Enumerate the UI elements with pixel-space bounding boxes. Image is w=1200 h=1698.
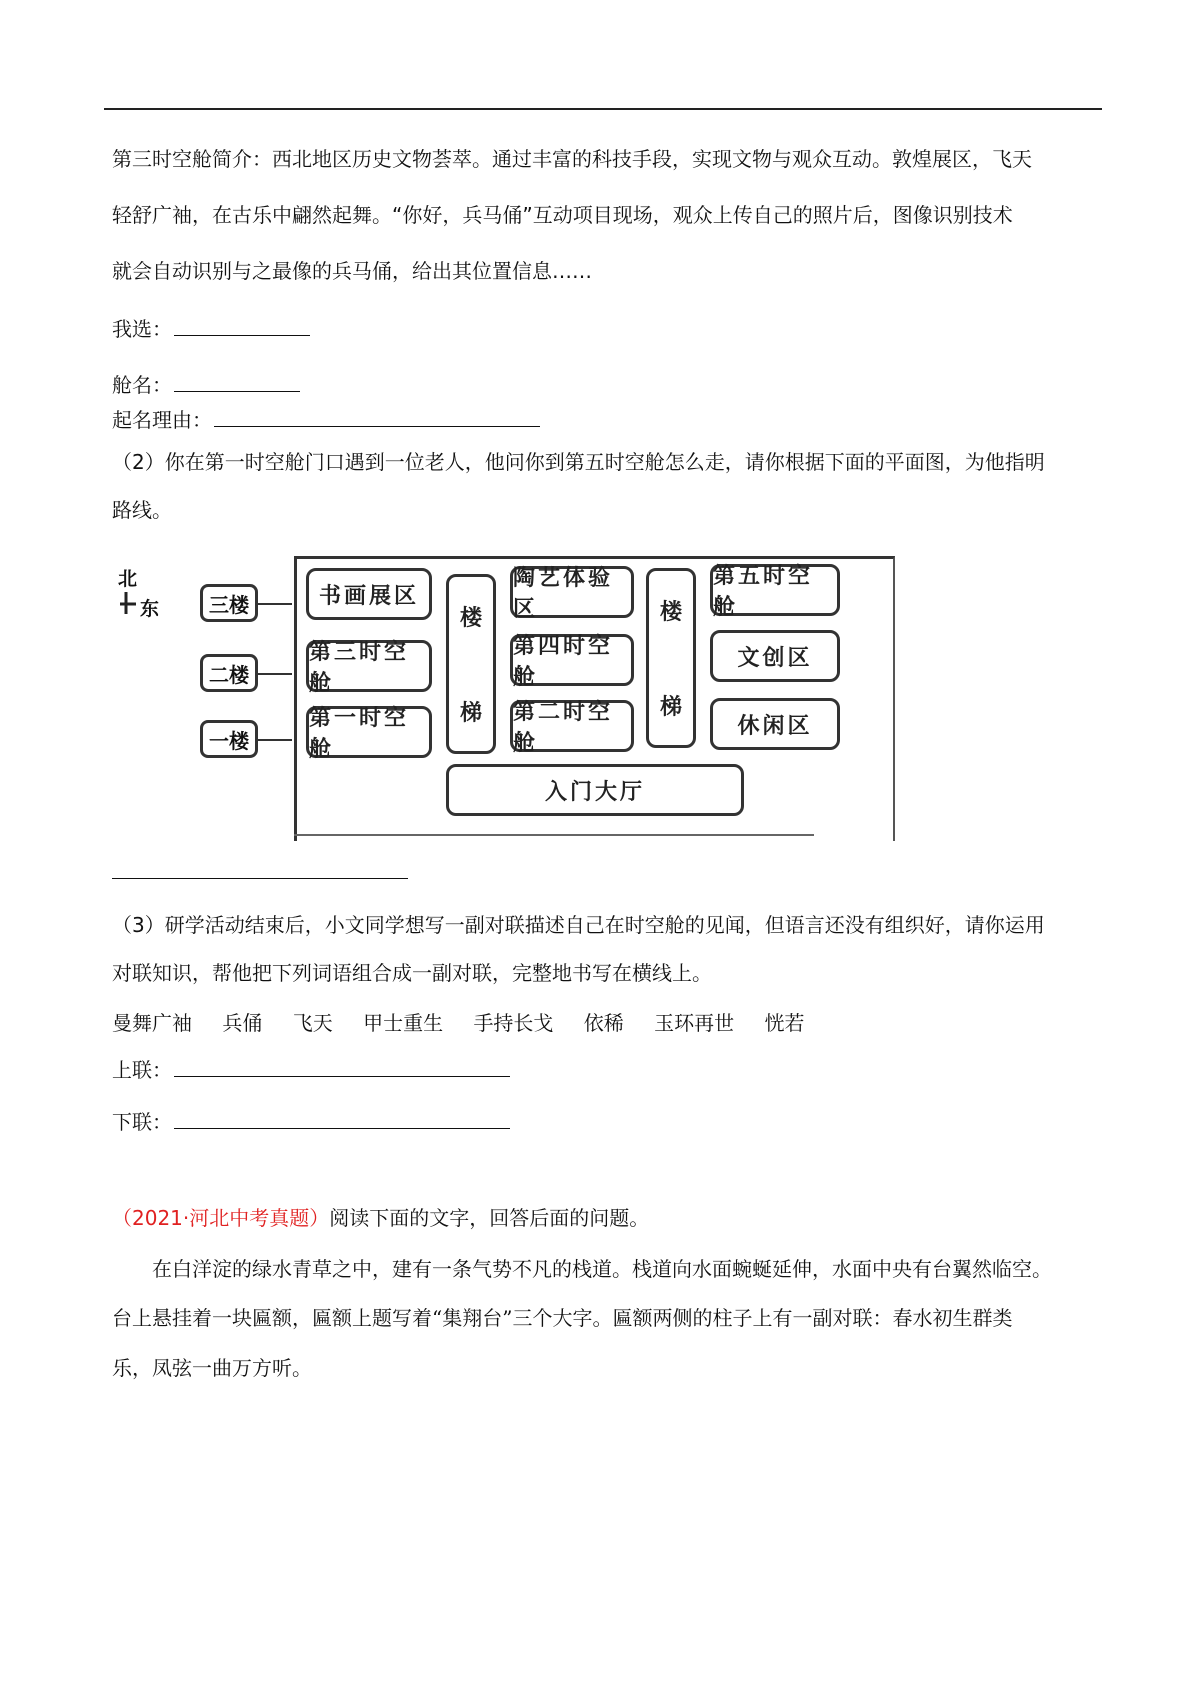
- word-item: 依稀: [583, 1011, 624, 1035]
- passage-line-3: 乐，凤弦一曲万方听。: [112, 1356, 312, 1380]
- stairs-right: [646, 568, 696, 748]
- source-tag: （2021·河北中考真题）: [112, 1206, 330, 1230]
- room-cabin-1: 第一时空舱: [306, 706, 432, 758]
- floor-label-3: 三楼: [200, 584, 258, 622]
- upper-couplet-label: 上联：: [112, 1058, 172, 1082]
- header-rule: [104, 108, 1102, 110]
- word-item: 兵俑: [222, 1011, 263, 1035]
- floor-arrow-1: [258, 739, 292, 741]
- reason-blank[interactable]: [214, 404, 540, 427]
- floor-arrow-3: [258, 603, 292, 605]
- word-list: [112, 1009, 805, 1037]
- word-item: 玉环再世: [654, 1011, 735, 1035]
- q2-line-2: 路线。: [112, 498, 172, 522]
- reason-label: 起名理由：: [112, 408, 212, 432]
- stairs-right-char-1: 楼: [659, 599, 682, 625]
- stairs-right-char-2: 梯: [659, 694, 682, 720]
- word-item: 甲士重生: [363, 1011, 444, 1035]
- choice-blank[interactable]: [174, 313, 310, 336]
- word-item: 手持长戈: [473, 1011, 554, 1035]
- compass-north: 北: [118, 568, 138, 590]
- room-cabin-4: 第四时空舱: [510, 634, 634, 686]
- lower-couplet-label: 下联：: [112, 1110, 172, 1134]
- room-calligraphy: 书画展区: [306, 568, 432, 620]
- choice-label: 我选：: [112, 317, 172, 341]
- intro-line-3: 就会自动识别与之最像的兵马俑，给出其位置信息……: [112, 259, 592, 283]
- lower-couplet-row: [112, 1106, 510, 1136]
- cabin-name-row: [112, 369, 300, 399]
- compass-cross-icon: [120, 592, 136, 614]
- floor-plan: [112, 548, 902, 838]
- room-pottery: 陶艺体验区: [510, 566, 634, 618]
- stairs-left-char-1: 楼: [459, 605, 482, 631]
- floor-label-1: 一楼: [200, 720, 258, 758]
- floor-label-2: 二楼: [200, 654, 258, 692]
- stairs-left-char-2: 梯: [459, 700, 482, 726]
- route-answer-row: [112, 856, 408, 886]
- cabin-name-label: 舱名：: [112, 373, 172, 397]
- word-item: 恍若: [764, 1011, 805, 1035]
- floor-arrow-2: [258, 673, 292, 675]
- room-creative: 文创区: [710, 630, 840, 682]
- reason-row: [112, 404, 540, 434]
- lower-couplet-blank[interactable]: [174, 1106, 510, 1129]
- room-leisure: 休闲区: [710, 698, 840, 750]
- source-row: [112, 1204, 649, 1232]
- room-cabin-2: 第二时空舱: [510, 700, 634, 752]
- passage-line-1: 在白洋淀的绿水青草之中，建有一条气势不凡的栈道。栈道向水面蜿蜒延伸，水面中央有台翼然临空。: [152, 1257, 1052, 1281]
- stairs-left: [446, 574, 496, 754]
- room-lobby: 入门大厅: [446, 764, 744, 816]
- upper-couplet-row: [112, 1054, 510, 1084]
- upper-couplet-blank[interactable]: [174, 1054, 510, 1077]
- q2-line-1: （2）你在第一时空舱门口遇到一位老人，他问你到第五时空舱怎么走，请你根据下面的平面图，为他指明: [112, 450, 1045, 474]
- building-bottom-edge: [294, 834, 814, 836]
- room-cabin-5: 第五时空舱: [710, 564, 840, 616]
- compass-east: 东: [140, 598, 160, 620]
- source-instruction: 阅读下面的文字，回答后面的问题。: [329, 1206, 650, 1230]
- route-answer-blank[interactable]: [112, 856, 408, 879]
- q3-line-1: （3）研学活动结束后，小文同学想写一副对联描述自己在时空舱的见闻，但语言还没有组织好，请你运用: [112, 913, 1045, 937]
- passage-line-2: 台上悬挂着一块匾额，匾额上题写着“集翔台”三个大字。匾额两侧的柱子上有一副对联：春水初生群类: [112, 1306, 1013, 1330]
- word-item: 飞天: [292, 1011, 333, 1035]
- choice-row: [112, 313, 310, 343]
- word-item: 曼舞广袖: [112, 1011, 192, 1035]
- intro-line-1: 第三时空舱简介：西北地区历史文物荟萃。通过丰富的科技手段，实现文物与观众互动。敦煌展区，飞天: [112, 147, 1032, 171]
- intro-line-2: 轻舒广袖，在古乐中翩然起舞。“你好，兵马俑”互动项目现场，观众上传自己的照片后，图像识别技术: [112, 203, 1013, 227]
- q3-line-2: 对联知识，帮他把下列词语组合成一副对联，完整地书写在横线上。: [112, 961, 712, 985]
- cabin-name-blank[interactable]: [174, 369, 300, 392]
- room-cabin-3: 第三时空舱: [306, 640, 432, 692]
